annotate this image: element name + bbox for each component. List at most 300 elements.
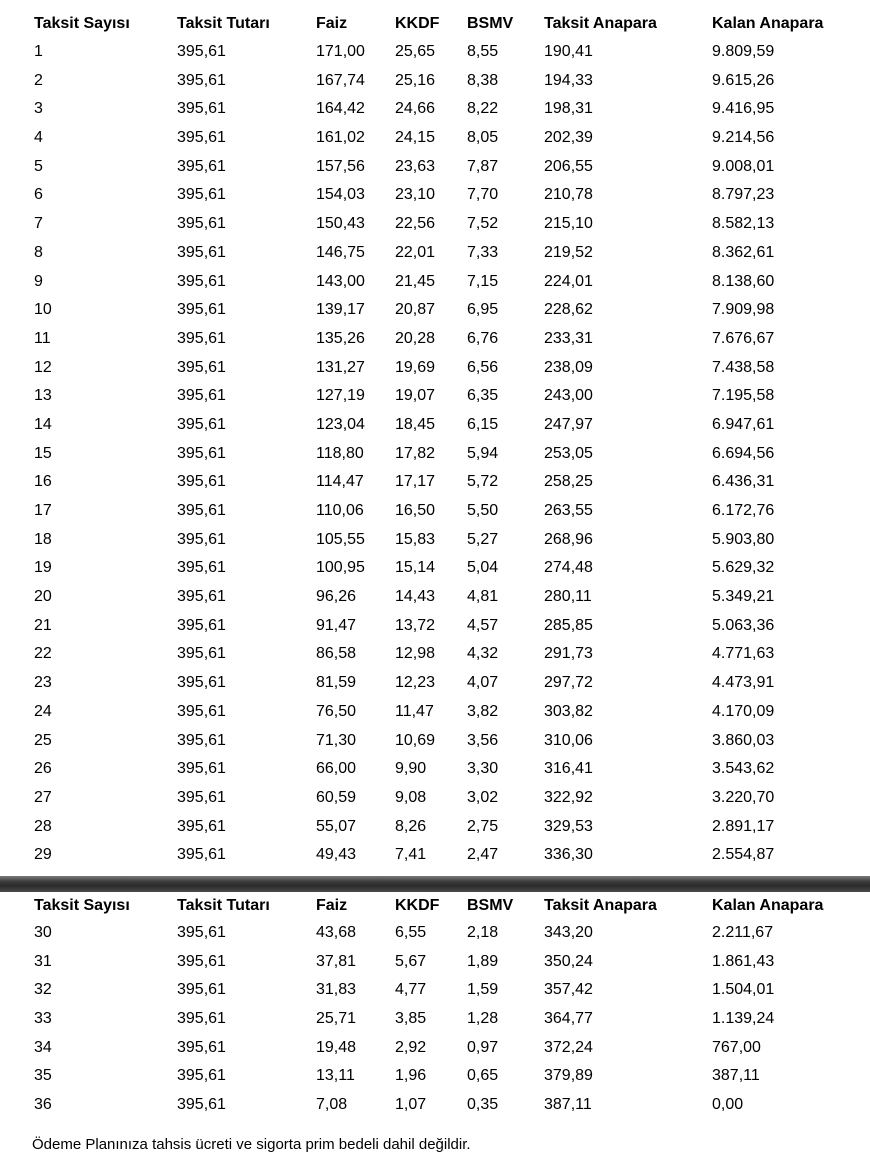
table-cell: 5.629,32 xyxy=(712,559,775,577)
table-row xyxy=(0,124,870,153)
table-cell: 167,74 xyxy=(316,71,365,89)
table-cell: 118,80 xyxy=(316,444,364,462)
column-header: Taksit Tutarı xyxy=(177,15,270,32)
table-cell: 4.170,09 xyxy=(712,702,775,720)
table-cell: 10 xyxy=(34,301,52,319)
table-row xyxy=(0,976,870,1005)
table-cell: 5,50 xyxy=(467,502,499,519)
table-cell: 7.438,58 xyxy=(712,358,775,376)
table-cell: 395,61 xyxy=(177,788,226,806)
table-cell: 17,17 xyxy=(395,473,436,491)
table-cell: 316,41 xyxy=(544,760,593,778)
table-row xyxy=(0,1034,870,1063)
column-header: Taksit Tutarı xyxy=(177,897,270,914)
table-cell: 9.008,01 xyxy=(712,157,775,175)
table-cell: 3,30 xyxy=(467,760,499,778)
table-cell: 215,10 xyxy=(544,215,593,233)
table-cell: 86,58 xyxy=(316,645,357,663)
column-header: Kalan Anapara xyxy=(712,15,824,32)
table-row xyxy=(0,38,870,67)
table-cell: 4,57 xyxy=(467,616,499,634)
table-cell: 19,07 xyxy=(395,387,436,405)
table-cell: 49,43 xyxy=(316,846,357,864)
column-header: Kalan Anapara xyxy=(712,897,824,914)
table-cell: 11 xyxy=(34,329,51,347)
table-cell: 3,02 xyxy=(467,788,499,806)
table-cell: 194,33 xyxy=(544,71,593,89)
table-cell: 7.676,67 xyxy=(712,329,775,347)
table-cell: 23,10 xyxy=(395,186,436,204)
table-cell: 2.554,87 xyxy=(712,846,775,864)
table-cell: 123,04 xyxy=(316,415,365,433)
table-row xyxy=(0,526,870,555)
table-cell: 81,59 xyxy=(316,674,357,692)
table-cell: 6.172,76 xyxy=(712,502,775,519)
table-cell: 17,82 xyxy=(395,444,436,462)
table-cell: 96,26 xyxy=(316,588,357,606)
table-cell: 17 xyxy=(34,502,52,519)
table-cell: 395,61 xyxy=(177,157,226,175)
table-cell: 4.771,63 xyxy=(712,645,775,663)
table-row xyxy=(0,640,870,669)
table-cell: 32 xyxy=(34,981,52,999)
table-cell: 9.214,56 xyxy=(712,129,775,147)
table-cell: 0,35 xyxy=(467,1096,499,1114)
table-cell: 3.220,70 xyxy=(712,788,775,806)
table-cell: 1,28 xyxy=(467,1010,499,1028)
table-row xyxy=(0,755,870,784)
table-cell: 24,15 xyxy=(395,129,436,147)
payment-plan-table-page-2 xyxy=(0,893,870,1120)
table-row xyxy=(0,296,870,325)
table-cell: 13 xyxy=(34,387,52,405)
table-cell: 8,22 xyxy=(467,100,499,118)
table-cell: 5.063,36 xyxy=(712,616,775,634)
column-header: Faiz xyxy=(316,897,348,914)
table-cell: 35 xyxy=(34,1067,52,1085)
table-cell: 395,61 xyxy=(177,129,226,147)
table-cell: 5,27 xyxy=(467,530,499,548)
table-cell: 33 xyxy=(34,1010,52,1028)
table-cell: 395,61 xyxy=(177,981,226,999)
table-cell: 280,11 xyxy=(544,588,592,606)
table-cell: 364,77 xyxy=(544,1010,593,1028)
table-cell: 8.362,61 xyxy=(712,243,775,261)
table-cell: 18,45 xyxy=(395,415,436,433)
table-cell: 14,43 xyxy=(395,588,436,606)
table-cell: 198,31 xyxy=(544,100,593,118)
table-cell: 2,18 xyxy=(467,924,499,941)
table-cell: 7.909,98 xyxy=(712,301,775,319)
table-cell: 1.504,01 xyxy=(712,981,775,999)
table-row xyxy=(0,468,870,497)
table-cell: 395,61 xyxy=(177,473,226,491)
table-row xyxy=(0,325,870,354)
table-cell: 157,56 xyxy=(316,157,365,175)
table-cell: 8,05 xyxy=(467,129,499,147)
table-cell: 8,26 xyxy=(395,817,427,835)
table-cell: 395,61 xyxy=(177,1096,226,1114)
table-cell: 274,48 xyxy=(544,559,593,577)
table-cell: 3.543,62 xyxy=(712,760,775,778)
table-cell: 15,14 xyxy=(395,559,436,577)
table-row xyxy=(0,669,870,698)
table-cell: 164,42 xyxy=(316,100,365,118)
table-cell: 16 xyxy=(34,473,52,491)
table-cell: 9.809,59 xyxy=(712,43,775,60)
table-cell: 395,61 xyxy=(177,702,226,720)
column-header: KKDF xyxy=(395,15,440,32)
table-cell: 7 xyxy=(34,215,43,233)
table-cell: 395,61 xyxy=(177,817,226,835)
table-cell: 24,66 xyxy=(395,100,436,118)
table-row xyxy=(0,354,870,383)
table-cell: 114,47 xyxy=(316,473,364,491)
table-cell: 2.891,17 xyxy=(712,817,775,835)
table-cell: 2 xyxy=(34,71,43,89)
table-cell: 395,61 xyxy=(177,358,226,376)
table-cell: 25 xyxy=(34,731,52,749)
table-cell: 9,08 xyxy=(395,788,427,806)
table-row xyxy=(0,1005,870,1034)
table-cell: 22,56 xyxy=(395,215,436,233)
table-row xyxy=(0,583,870,612)
table-cell: 8,55 xyxy=(467,43,499,60)
footnote: Ödeme Planınıza tahsis ücreti ve sigorta prim bedeli dahil değildir. xyxy=(32,1136,471,1153)
table-cell: 135,26 xyxy=(316,329,365,347)
column-header: KKDF xyxy=(395,897,440,914)
table-cell: 25,16 xyxy=(395,71,436,89)
table-cell: 76,50 xyxy=(316,702,357,720)
column-header: Taksit Anapara xyxy=(544,897,657,914)
table-cell: 3,82 xyxy=(467,702,499,720)
column-header: Taksit Sayısı xyxy=(34,897,130,914)
table-cell: 25,71 xyxy=(316,1010,357,1028)
table-cell: 7,41 xyxy=(395,846,427,864)
table-cell: 6.694,56 xyxy=(712,444,775,462)
table-cell: 228,62 xyxy=(544,301,593,319)
table-cell: 30 xyxy=(34,924,52,941)
table-cell: 395,61 xyxy=(177,645,226,663)
table-cell: 0,65 xyxy=(467,1067,499,1085)
table-cell: 20,87 xyxy=(395,301,436,319)
table-cell: 7.195,58 xyxy=(712,387,775,405)
table-cell: 8,38 xyxy=(467,71,499,89)
table-row xyxy=(0,1062,870,1091)
table-cell: 4,32 xyxy=(467,645,499,663)
table-cell: 395,61 xyxy=(177,530,226,548)
table-cell: 171,00 xyxy=(316,43,365,60)
table-cell: 379,89 xyxy=(544,1067,593,1085)
table-cell: 139,17 xyxy=(316,301,365,319)
table-cell: 8.138,60 xyxy=(712,272,775,290)
table-cell: 7,52 xyxy=(467,215,499,233)
table-cell: 16,50 xyxy=(395,502,436,519)
table-row xyxy=(0,67,870,96)
table-cell: 36 xyxy=(34,1096,52,1114)
table-row xyxy=(0,727,870,756)
table-cell: 9.416,95 xyxy=(712,100,775,118)
table-cell: 343,20 xyxy=(544,924,593,941)
table-header-row xyxy=(0,893,870,919)
table-cell: 395,61 xyxy=(177,71,226,89)
table-cell: 395,61 xyxy=(177,215,226,233)
table-cell: 143,00 xyxy=(316,272,365,290)
table-cell: 310,06 xyxy=(544,731,593,749)
table-cell: 5,72 xyxy=(467,473,499,491)
table-cell: 395,61 xyxy=(177,731,226,749)
table-cell: 206,55 xyxy=(544,157,593,175)
table-cell: 395,61 xyxy=(177,502,226,519)
table-cell: 395,61 xyxy=(177,952,226,970)
payment-plan-table-page-1 xyxy=(0,10,870,870)
table-cell: 55,07 xyxy=(316,817,357,835)
table-cell: 336,30 xyxy=(544,846,593,864)
table-cell: 26 xyxy=(34,760,52,778)
table-cell: 258,25 xyxy=(544,473,593,491)
table-cell: 27 xyxy=(34,788,52,806)
table-row xyxy=(0,440,870,469)
table-cell: 350,24 xyxy=(544,952,593,970)
table-cell: 322,92 xyxy=(544,788,593,806)
table-cell: 1,07 xyxy=(395,1096,427,1114)
table-cell: 1.861,43 xyxy=(712,952,775,970)
table-cell: 12 xyxy=(34,358,52,376)
table-cell: 154,03 xyxy=(316,186,365,204)
table-cell: 210,78 xyxy=(544,186,593,204)
table-cell: 23,63 xyxy=(395,157,436,175)
table-cell: 9.615,26 xyxy=(712,71,775,89)
table-cell: 91,47 xyxy=(316,616,357,634)
table-row xyxy=(0,497,870,526)
table-cell: 395,61 xyxy=(177,1067,226,1085)
table-cell: 395,61 xyxy=(177,674,226,692)
table-cell: 6,35 xyxy=(467,387,499,405)
table-row xyxy=(0,919,870,948)
table-cell: 4.473,91 xyxy=(712,674,775,692)
table-cell: 387,11 xyxy=(712,1067,760,1085)
table-cell: 395,61 xyxy=(177,616,226,634)
column-header: BSMV xyxy=(467,897,514,914)
table-cell: 247,97 xyxy=(544,415,593,433)
table-cell: 303,82 xyxy=(544,702,593,720)
table-cell: 3,56 xyxy=(467,731,499,749)
table-cell: 0,00 xyxy=(712,1096,744,1114)
table-cell: 21 xyxy=(34,616,52,634)
table-cell: 6,56 xyxy=(467,358,499,376)
table-cell: 395,61 xyxy=(177,588,226,606)
table-cell: 24 xyxy=(34,702,52,720)
table-row xyxy=(0,382,870,411)
table-cell: 297,72 xyxy=(544,674,593,692)
table-cell: 4,81 xyxy=(467,588,499,606)
table-cell: 395,61 xyxy=(177,272,226,290)
table-cell: 21,45 xyxy=(395,272,436,290)
table-cell: 71,30 xyxy=(316,731,357,749)
table-cell: 100,95 xyxy=(316,559,365,577)
table-cell: 2,75 xyxy=(467,817,499,835)
table-cell: 263,55 xyxy=(544,502,593,519)
table-cell: 219,52 xyxy=(544,243,593,261)
table-cell: 238,09 xyxy=(544,358,593,376)
table-cell: 131,27 xyxy=(316,358,365,376)
table-cell: 4,77 xyxy=(395,981,427,999)
table-cell: 8.582,13 xyxy=(712,215,775,233)
table-cell: 13,72 xyxy=(395,616,436,634)
table-cell: 6,55 xyxy=(395,924,427,941)
table-cell: 329,53 xyxy=(544,817,593,835)
table-cell: 5.349,21 xyxy=(712,588,775,606)
table-cell: 291,73 xyxy=(544,645,593,663)
table-cell: 7,15 xyxy=(467,272,499,290)
table-cell: 5,67 xyxy=(395,952,427,970)
table-cell: 395,61 xyxy=(177,415,226,433)
table-cell: 2,92 xyxy=(395,1038,427,1056)
table-cell: 4 xyxy=(34,129,43,147)
table-cell: 190,41 xyxy=(544,43,593,60)
table-cell: 31 xyxy=(34,952,52,970)
table-row xyxy=(0,153,870,182)
table-cell: 66,00 xyxy=(316,760,357,778)
table-cell: 6.436,31 xyxy=(712,473,775,491)
table-cell: 7,87 xyxy=(467,157,499,175)
table-cell: 6.947,61 xyxy=(712,415,775,433)
table-cell: 31,83 xyxy=(316,981,357,999)
table-cell: 395,61 xyxy=(177,186,226,204)
table-row xyxy=(0,95,870,124)
table-cell: 146,75 xyxy=(316,243,365,261)
column-header: Taksit Sayısı xyxy=(34,15,130,32)
table-cell: 3.860,03 xyxy=(712,731,775,749)
table-cell: 12,23 xyxy=(395,674,436,692)
table-cell: 395,61 xyxy=(177,243,226,261)
table-row xyxy=(0,784,870,813)
table-cell: 7,08 xyxy=(316,1096,348,1114)
table-cell: 395,61 xyxy=(177,444,226,462)
column-header: Faiz xyxy=(316,15,348,32)
table-cell: 233,31 xyxy=(544,329,593,347)
table-cell: 20 xyxy=(34,588,52,606)
table-header-row xyxy=(0,10,870,38)
table-cell: 12,98 xyxy=(395,645,436,663)
table-cell: 19,48 xyxy=(316,1038,357,1056)
table-row xyxy=(0,554,870,583)
table-cell: 161,02 xyxy=(316,129,365,147)
table-cell: 13,11 xyxy=(316,1067,355,1085)
table-row xyxy=(0,210,870,239)
table-cell: 395,61 xyxy=(177,760,226,778)
table-cell: 110,06 xyxy=(316,502,364,519)
table-cell: 285,85 xyxy=(544,616,593,634)
table-cell: 18 xyxy=(34,530,52,548)
table-cell: 395,61 xyxy=(177,1010,226,1028)
table-cell: 19,69 xyxy=(395,358,436,376)
table-row xyxy=(0,813,870,842)
table-cell: 105,55 xyxy=(316,530,365,548)
table-cell: 8.797,23 xyxy=(712,186,775,204)
table-cell: 19 xyxy=(34,559,52,577)
table-cell: 9,90 xyxy=(395,760,427,778)
table-cell: 34 xyxy=(34,1038,52,1056)
table-cell: 2.211,67 xyxy=(712,924,774,941)
table-cell: 15 xyxy=(34,444,52,462)
table-cell: 0,97 xyxy=(467,1038,499,1056)
table-cell: 3 xyxy=(34,100,43,118)
table-cell: 1,59 xyxy=(467,981,499,999)
table-row xyxy=(0,612,870,641)
table-row xyxy=(0,1091,870,1120)
table-cell: 15,83 xyxy=(395,530,436,548)
table-cell: 4,07 xyxy=(467,674,499,692)
table-cell: 395,61 xyxy=(177,1038,226,1056)
table-cell: 395,61 xyxy=(177,100,226,118)
table-cell: 395,61 xyxy=(177,329,226,347)
table-cell: 7,33 xyxy=(467,243,499,261)
table-row xyxy=(0,181,870,210)
table-cell: 22 xyxy=(34,645,52,663)
table-cell: 5,94 xyxy=(467,444,499,462)
table-cell: 1,89 xyxy=(467,952,499,970)
table-cell: 22,01 xyxy=(395,243,436,261)
table-cell: 1 xyxy=(34,43,43,60)
table-cell: 20,28 xyxy=(395,329,436,347)
table-cell: 127,19 xyxy=(316,387,365,405)
table-cell: 253,05 xyxy=(544,444,593,462)
table-cell: 10,69 xyxy=(395,731,436,749)
table-row xyxy=(0,698,870,727)
table-cell: 387,11 xyxy=(544,1096,592,1114)
column-header: Taksit Anapara xyxy=(544,15,657,32)
table-cell: 395,61 xyxy=(177,924,226,941)
table-cell: 29 xyxy=(34,846,52,864)
table-cell: 6,15 xyxy=(467,415,499,433)
table-cell: 7,70 xyxy=(467,186,499,204)
table-cell: 243,00 xyxy=(544,387,593,405)
table-cell: 43,68 xyxy=(316,924,357,941)
table-cell: 150,43 xyxy=(316,215,365,233)
table-cell: 395,61 xyxy=(177,387,226,405)
table-cell: 11,47 xyxy=(395,702,434,720)
table-cell: 14 xyxy=(34,415,52,433)
table-cell: 25,65 xyxy=(395,43,436,60)
table-cell: 28 xyxy=(34,817,52,835)
table-cell: 6 xyxy=(34,186,43,204)
page-divider xyxy=(0,876,870,892)
table-cell: 395,61 xyxy=(177,43,226,60)
table-cell: 1.139,24 xyxy=(712,1010,775,1028)
table-cell: 3,85 xyxy=(395,1010,427,1028)
table-cell: 395,61 xyxy=(177,559,226,577)
table-cell: 8 xyxy=(34,243,43,261)
table-cell: 2,47 xyxy=(467,846,499,864)
table-cell: 395,61 xyxy=(177,301,226,319)
table-row xyxy=(0,239,870,268)
table-cell: 372,24 xyxy=(544,1038,593,1056)
table-cell: 5,04 xyxy=(467,559,499,577)
table-cell: 60,59 xyxy=(316,788,357,806)
table-cell: 395,61 xyxy=(177,846,226,864)
column-header: BSMV xyxy=(467,15,514,32)
table-cell: 37,81 xyxy=(316,952,357,970)
table-row xyxy=(0,268,870,297)
table-cell: 224,01 xyxy=(544,272,593,290)
table-cell: 357,42 xyxy=(544,981,593,999)
table-cell: 9 xyxy=(34,272,43,290)
table-cell: 767,00 xyxy=(712,1038,761,1056)
table-cell: 5.903,80 xyxy=(712,530,775,548)
table-cell: 6,76 xyxy=(467,329,499,347)
table-row xyxy=(0,841,870,870)
